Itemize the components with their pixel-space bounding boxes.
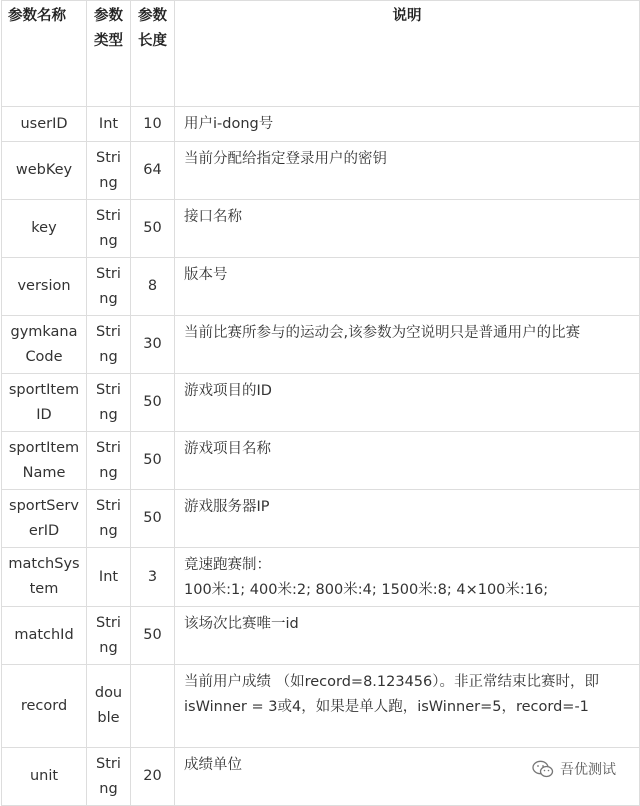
param-length: 50 [131, 374, 175, 432]
header-name: 参数名称 [2, 1, 87, 107]
parameter-table [1, 0, 640, 806]
param-desc: 该场次比赛唯一id [175, 607, 640, 665]
param-length: 8 [131, 258, 175, 316]
header-row [2, 1, 640, 107]
table-row [2, 107, 640, 142]
table-row [2, 432, 640, 490]
param-length: 30 [131, 316, 175, 374]
param-desc: 游戏项目的ID [175, 374, 640, 432]
param-name: unit [2, 748, 87, 806]
watermark [528, 757, 620, 781]
param-type: Int [87, 548, 131, 607]
param-desc: 当前分配给指定登录用户的密钥 [175, 142, 640, 200]
param-type: String [87, 200, 131, 258]
param-name: gymkanaCode [2, 316, 87, 374]
param-name: userID [2, 107, 87, 142]
param-desc: 当前比赛所参与的运动会,该参数为空说明只是普通用户的比赛 [175, 316, 640, 374]
param-name: sportServerID [2, 490, 87, 548]
header-desc: 说明 [175, 1, 640, 107]
param-name: key [2, 200, 87, 258]
param-name: sportItemName [2, 432, 87, 490]
param-desc-line: 竟速跑赛制： [184, 557, 271, 573]
param-length: 3 [131, 548, 175, 607]
param-name: matchSystem [2, 548, 87, 607]
table-row [2, 548, 640, 607]
watermark-text: 吾优测试 [560, 762, 616, 778]
table-row [2, 374, 640, 432]
param-length: 50 [131, 607, 175, 665]
param-name: webKey [2, 142, 87, 200]
param-length: 50 [131, 432, 175, 490]
table-row [2, 607, 640, 665]
param-type: String [87, 316, 131, 374]
table-row [2, 142, 640, 200]
param-type: double [87, 665, 131, 748]
wechat-icon [532, 760, 554, 778]
param-type: String [87, 607, 131, 665]
table-row [2, 316, 640, 374]
param-length: 50 [131, 490, 175, 548]
param-type: String [87, 432, 131, 490]
param-desc: 游戏项目名称 [175, 432, 640, 490]
param-name: version [2, 258, 87, 316]
param-name: sportItemID [2, 374, 87, 432]
param-type: String [87, 374, 131, 432]
param-desc: 版本号 [175, 258, 640, 316]
table-row [2, 665, 640, 748]
param-desc [175, 548, 640, 607]
param-desc-line: 100米:1; 400米:2; 800米:4; 1500米:8; 4×100米:16; [184, 582, 549, 598]
param-desc: 当前用户成绩 （如record=8.123456）。非正常结束比赛时，即isWinner = 3或4，如果是单人跑，isWinner=5，record=-1 [175, 665, 640, 748]
param-type: String [87, 142, 131, 200]
param-length [131, 665, 175, 748]
param-type: String [87, 490, 131, 548]
header-length: 参数长度 [131, 1, 175, 107]
param-length: 64 [131, 142, 175, 200]
param-length: 10 [131, 107, 175, 142]
param-length: 20 [131, 748, 175, 806]
param-type: String [87, 258, 131, 316]
param-desc: 用户i-dong号 [175, 107, 640, 142]
param-length: 50 [131, 200, 175, 258]
param-desc: 成绩单位 [175, 748, 640, 806]
param-desc: 游戏服务器IP [175, 490, 640, 548]
param-name: record [2, 665, 87, 748]
table-row [2, 200, 640, 258]
param-type: String [87, 748, 131, 806]
param-desc: 接口名称 [175, 200, 640, 258]
param-type: Int [87, 107, 131, 142]
param-name: matchId [2, 607, 87, 665]
header-type: 参数类型 [87, 1, 131, 107]
table-row [2, 490, 640, 548]
table-row [2, 258, 640, 316]
